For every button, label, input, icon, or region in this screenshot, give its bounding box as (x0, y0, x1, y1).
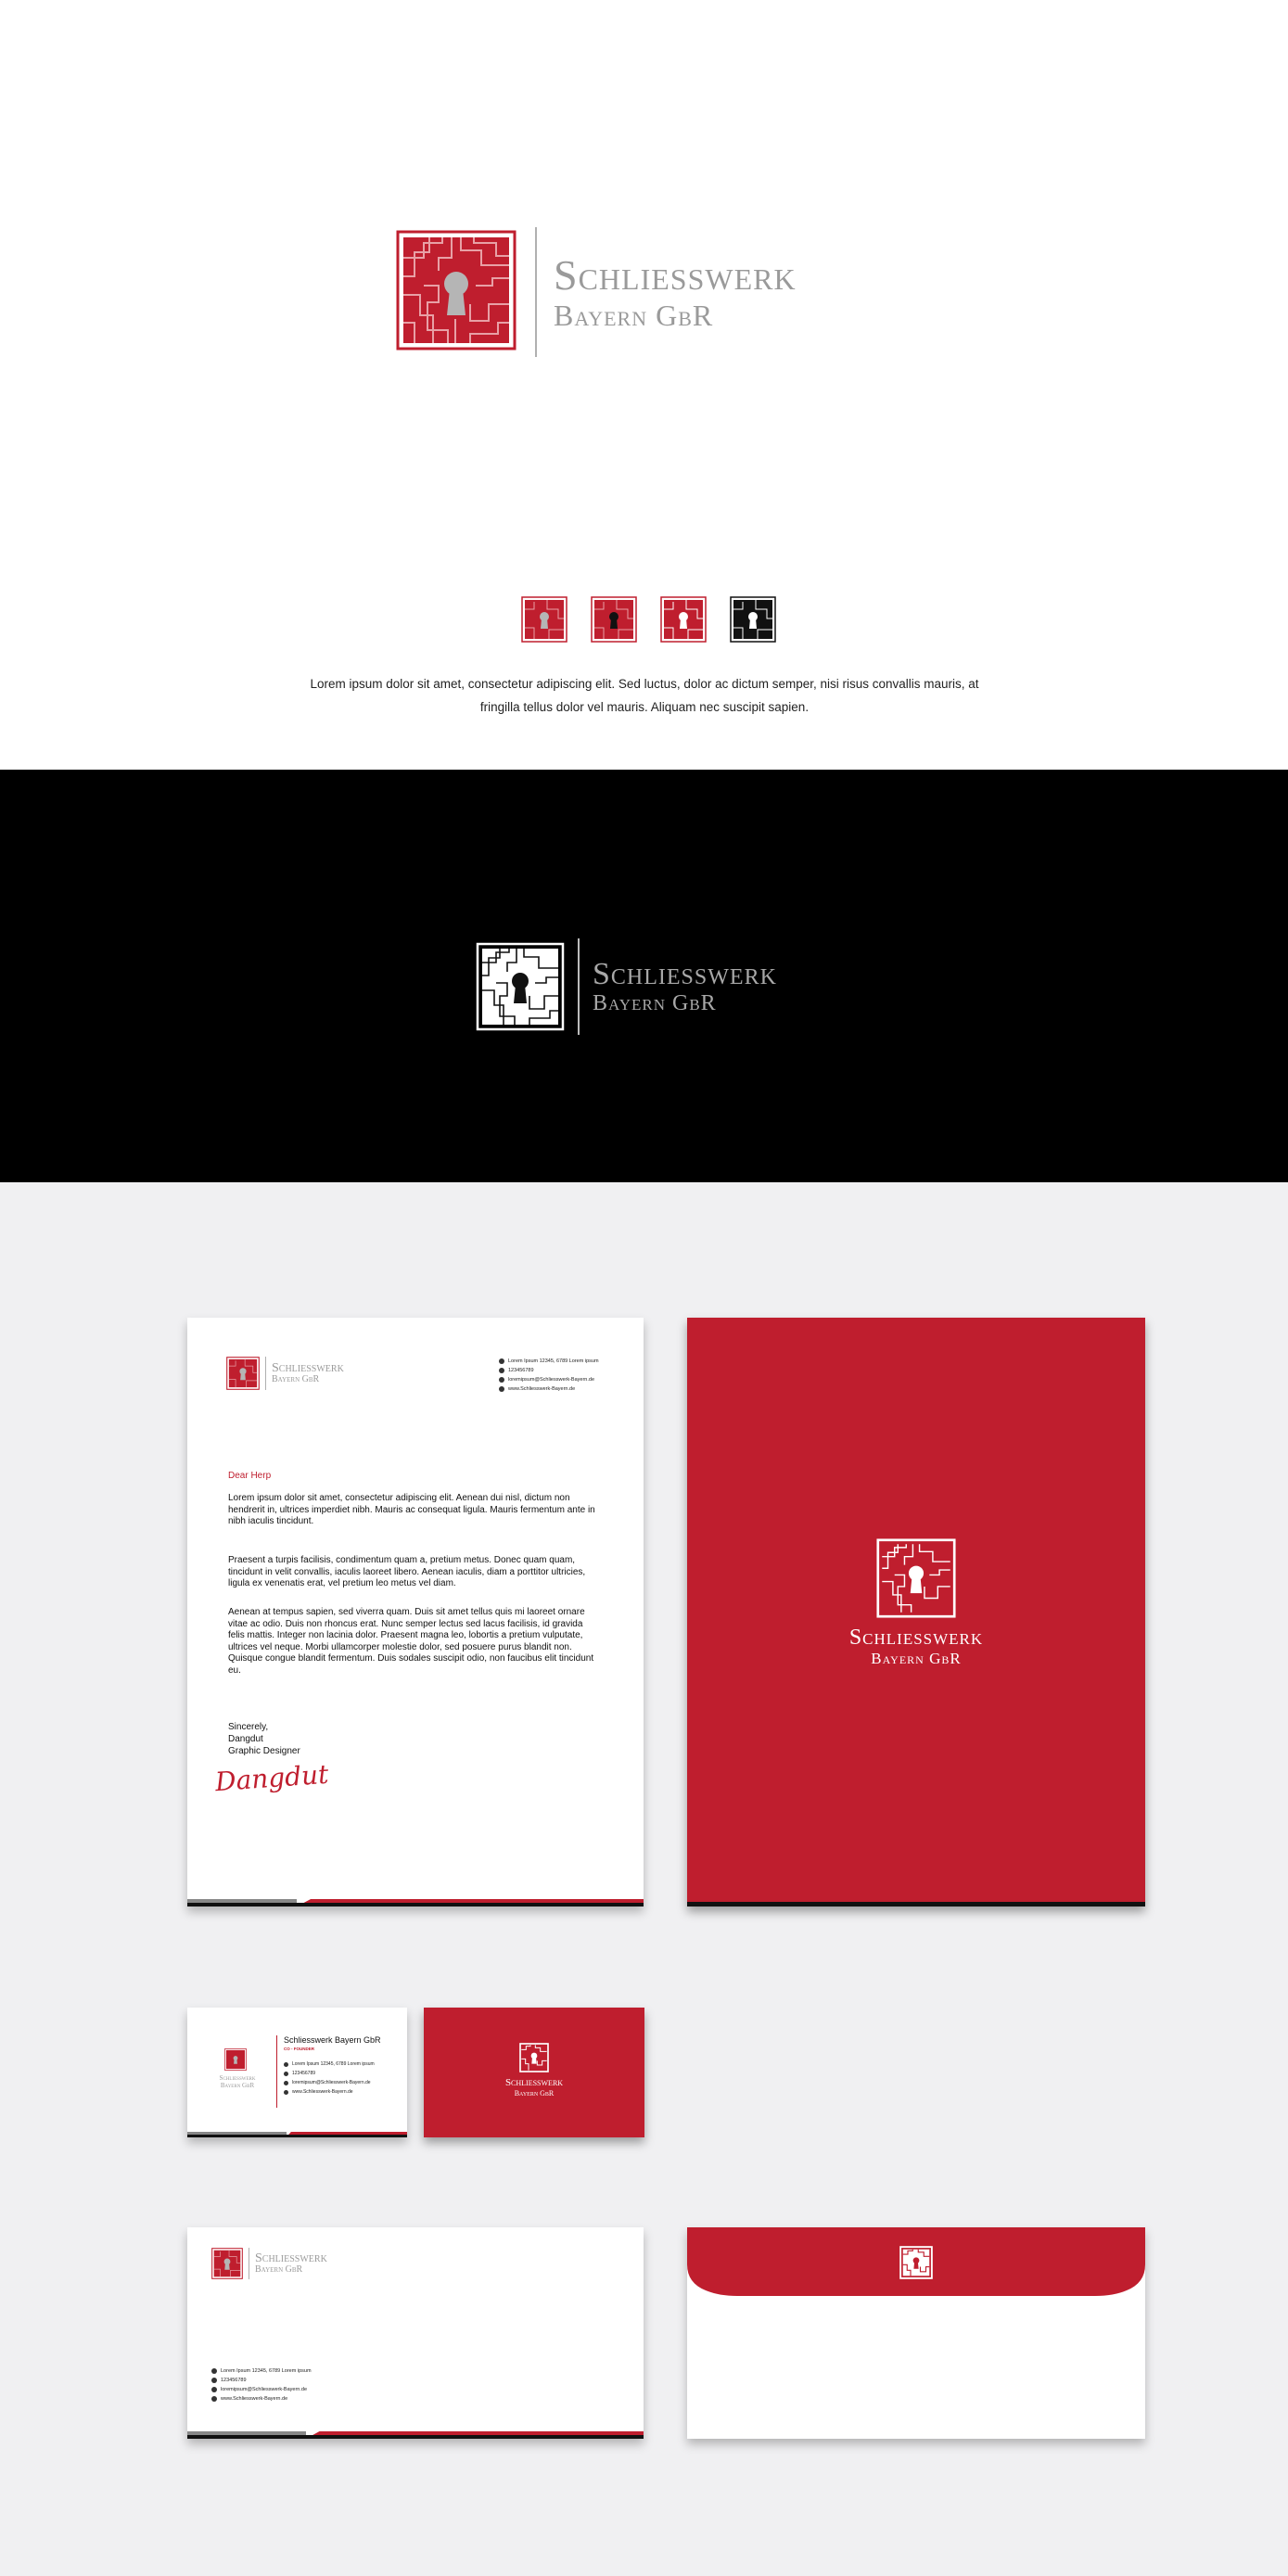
stationery-section (0, 1182, 1288, 2576)
envelope-wordmark (255, 2252, 327, 2275)
keyhole-maze-logo-inverse-icon (476, 942, 565, 1031)
card-contact (284, 2060, 375, 2097)
envelope-footer-stripe (187, 2428, 644, 2439)
wordmark-inverse-line1: Schliesswerk (593, 957, 777, 991)
letter-signer-role: Graphic Designer (228, 1746, 300, 1756)
card-globe-icon (284, 2090, 288, 2095)
card-contact-address: Lorem Ipsum 12345, 6789 Lorem ipsum (292, 2061, 375, 2067)
envelope-contact-phone: 123456789 (221, 2378, 247, 2383)
logo-variant-red-black-icon (591, 596, 637, 643)
business-card-back (424, 2008, 644, 2137)
card-footer-stripe (187, 2129, 407, 2137)
logo-divider-inverse (578, 938, 580, 1035)
card-wordmark (210, 2074, 265, 2089)
envelope-contact (211, 2366, 312, 2404)
folder-logo-icon (876, 1538, 956, 1618)
logo-variant-black-icon (730, 596, 776, 643)
logo-variant-red-grey-icon (521, 596, 567, 643)
letterhead-contact (499, 1357, 599, 1394)
primary-logo (396, 227, 797, 357)
signature: Dangdut (213, 1758, 330, 1798)
envelope-contact-web: www.Schliesswerk-Bayern.de (221, 2396, 288, 2402)
card-email-icon (284, 2081, 288, 2085)
letterhead (187, 1318, 644, 1906)
folder-wordmark (687, 1626, 1145, 1666)
letterhead-logo-divider (265, 1357, 266, 1390)
letterhead-wordmark-line2: Bayern GbR (272, 1374, 320, 1384)
wordmark (554, 251, 797, 332)
globe-icon (499, 1386, 504, 1392)
letter-greeting: Dear Herp (228, 1471, 272, 1481)
phone-icon (499, 1368, 504, 1373)
business-card-front (187, 2008, 407, 2137)
presentation-folder (687, 1318, 1145, 1906)
keyhole-maze-logo-icon (396, 230, 516, 355)
card-location-icon (284, 2062, 288, 2067)
envelope-logo-icon (211, 2248, 243, 2279)
contact-address: Lorem Ipsum 12345, 6789 Lorem ipsum (508, 1358, 599, 1364)
card-back-wordmark (424, 2078, 644, 2098)
letter-signer: Dangdut (228, 1734, 263, 1744)
card-company: Schliesswerk Bayern GbR (284, 2035, 381, 2045)
letterhead-logo-icon (226, 1357, 260, 1390)
card-phone-icon (284, 2072, 288, 2076)
card-wordmark-line2: Bayern GbR (220, 2082, 255, 2089)
envelope-wordmark-line1: Schliesswerk (255, 2251, 327, 2265)
logo-variant-red-white-icon (660, 596, 707, 643)
logo-white-section (0, 0, 1288, 770)
envelope-location-icon (211, 2368, 217, 2374)
card-back-logo-icon (519, 2043, 549, 2072)
email-icon (499, 1377, 504, 1383)
wordmark-inverse (593, 959, 777, 1014)
letterhead-wordmark (272, 1362, 344, 1384)
card-logo-icon (224, 2048, 247, 2071)
letterhead-footer-stripe (187, 1895, 644, 1906)
letterhead-logo (226, 1357, 344, 1390)
card-contact-web: www.Schliesswerk-Bayern.de (292, 2089, 353, 2095)
logo-divider (535, 227, 537, 357)
card-back-wordmark-line2: Bayern GbR (514, 2089, 555, 2098)
wordmark-inverse-line2: Bayern GbR (593, 991, 717, 1015)
folder-wordmark-line2: Bayern GbR (871, 1650, 962, 1667)
contact-email: loremipsum@Schliesswerk-Bayern.de (508, 1377, 595, 1383)
card-role: CO - FOUNDER (284, 2047, 314, 2051)
card-wordmark-line1: Schliesswerk (219, 2074, 256, 2082)
inverse-logo (476, 938, 777, 1035)
envelope-contact-address: Lorem Ipsum 12345, 6789 Lorem ipsum (221, 2368, 312, 2374)
wordmark-line2: Bayern GbR (554, 299, 714, 332)
folder-bottom-edge (687, 1902, 1145, 1906)
folder-wordmark-line1: Schliesswerk (848, 1626, 984, 1650)
envelope-wordmark-line2: Bayern GbR (255, 2264, 303, 2275)
envelope-email-icon (211, 2387, 217, 2392)
letter-paragraph-3: Aenean at tempus sapien, sed viverra quam. Duis sit amet tellus quis mi laoreet ornare vitae ac odio. Duis non rhoncus erat. Nunc semper lectus sed lacus facilisis, id gravida felis mattis. Integer non lacinia dolor. Praesent magna leo, lobortis a pretium vulputate, ultrices vel neque. Morbi ullamcorper molestie dolor, sed posuere purus blandit non. Quisque congue blandit fermentum. Duis sodales suscipit odio, non faucibus elit tincidunt eu. (228, 1607, 594, 1676)
card-divider (276, 2035, 277, 2108)
letter-paragraph-1: Lorem ipsum dolor sit amet, consectetur adipiscing elit. Aenean dui nisl, dictum non hendrerit in, ultrices imperdiet nibh. Mauris ac consequat ligula. Mauris fermentum ante in nibh iaculis tincidunt. (228, 1493, 595, 1526)
contact-web: www.Schliesswerk-Bayern.de (508, 1386, 576, 1392)
card-back-wordmark-line1: Schliesswerk (504, 2077, 564, 2088)
letterhead-wordmark-line1: Schliesswerk (272, 1361, 344, 1375)
envelope-logo (211, 2248, 327, 2279)
envelope-back-logo-icon (899, 2246, 933, 2279)
contact-phone: 123456789 (508, 1368, 534, 1373)
logo-variants (521, 596, 776, 643)
envelope-back (687, 2227, 1145, 2439)
letter-paragraph-2: Praesent a turpis facilisis, condimentum quam a, pretium metus. Donec quam quam, tincidunt in velit convallis, iaculis laoreet libero. Aenean iaculis, diam a porttitor ultricies, ligula ex venenatis erat, vel pretium leo metus vel diam. (228, 1555, 586, 1588)
envelope-phone-icon (211, 2378, 217, 2383)
card-contact-phone: 123456789 (292, 2071, 316, 2076)
envelope-contact-email: loremipsum@Schliesswerk-Bayern.de (221, 2387, 308, 2392)
envelope-globe-icon (211, 2396, 217, 2402)
card-contact-email: loremipsum@Schliesswerk-Bayern.de (292, 2080, 371, 2085)
brand-description: Lorem ipsum dolor sit amet, consectetur adipiscing elit. Sed luctus, dolor ac dictum semper, nisi risus convallis mauris, at fringilla tellus dolor vel mauris. Aliquam nec suscipit sapien. (310, 677, 979, 714)
letter-closing: Sincerely, (228, 1722, 269, 1732)
envelope-front (187, 2227, 644, 2439)
wordmark-line1: Schliesswerk (554, 251, 797, 299)
location-icon (499, 1358, 504, 1364)
logo-black-section (0, 770, 1288, 1182)
